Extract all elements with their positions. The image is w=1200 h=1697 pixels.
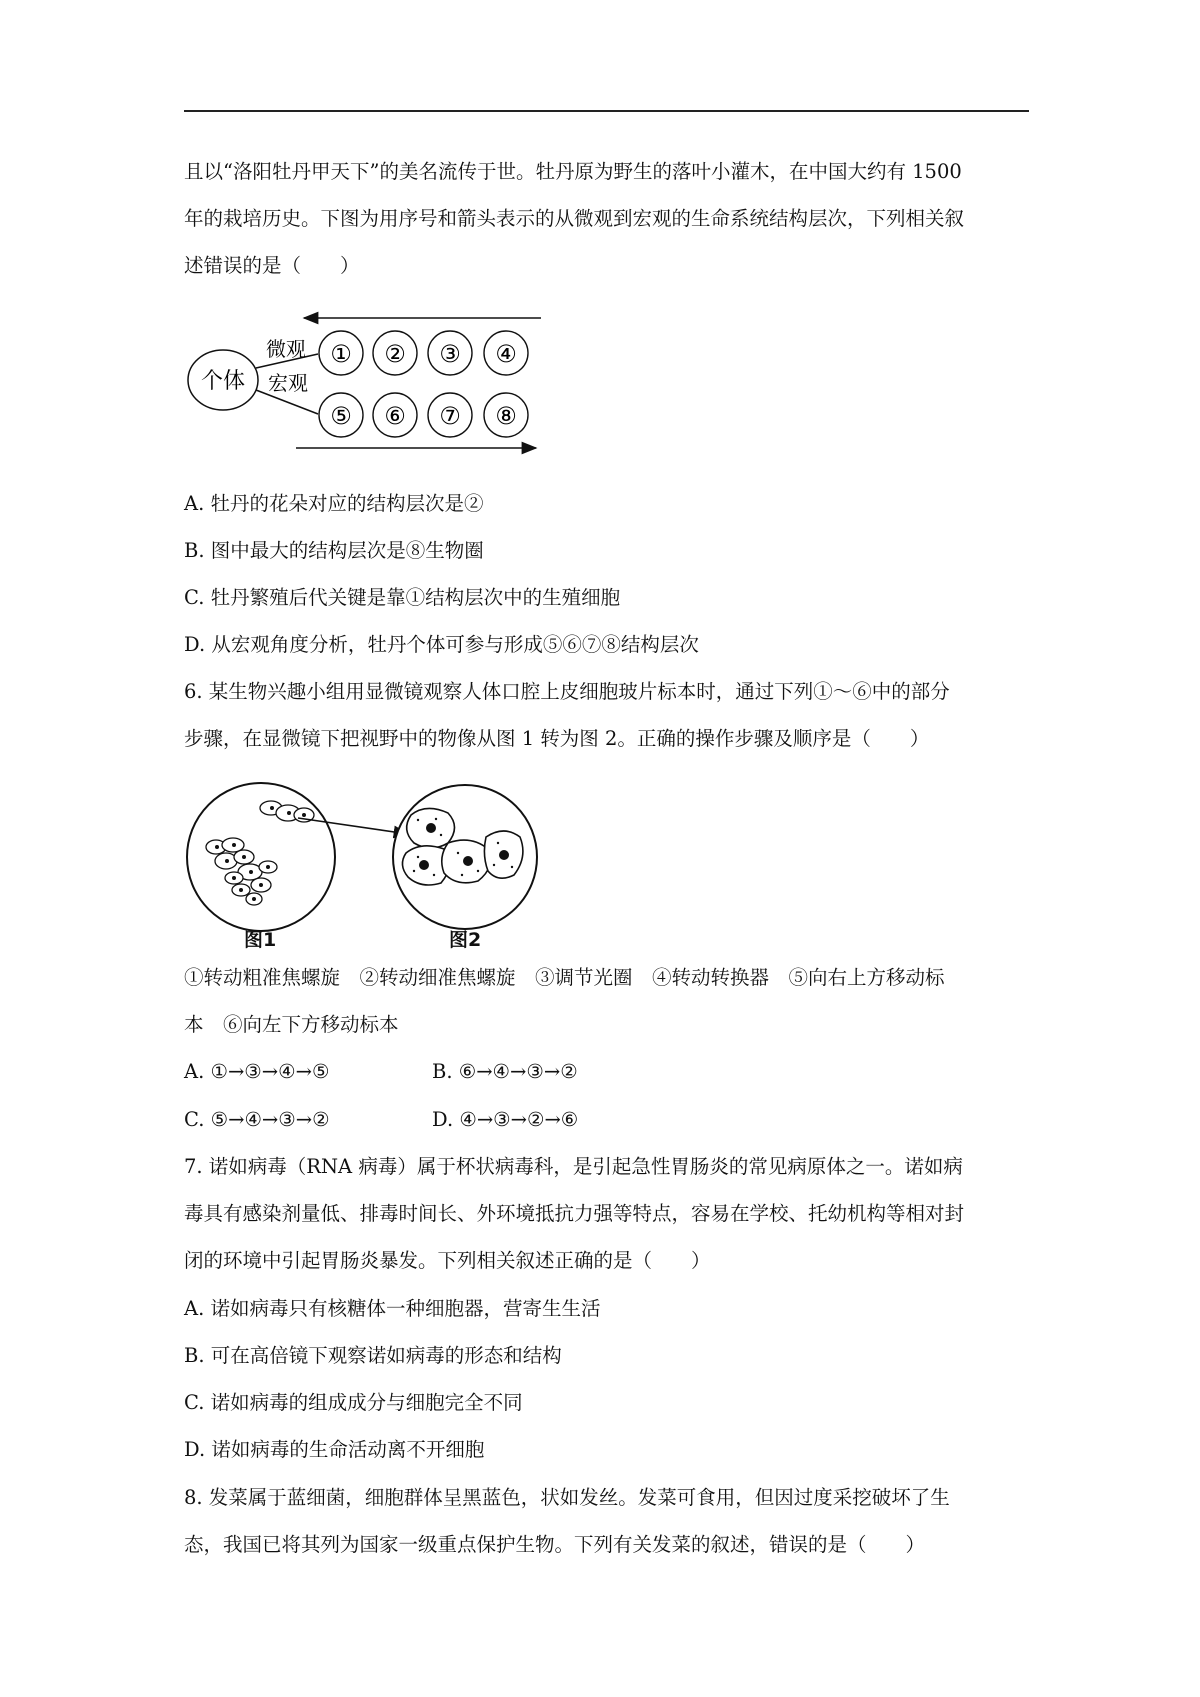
level-2: ② <box>384 340 406 368</box>
q6-option-b: B. ⑥→④→③→② <box>432 1060 578 1083</box>
q6-option-c: C. ⑤→④→③→② <box>184 1108 330 1131</box>
level-1: ① <box>330 340 352 368</box>
q8-line-2: 态，我国已将其列为国家一级重点保护生物。下列有关发菜的叙述，错误的是（ ） <box>184 1533 926 1556</box>
q6-option-d: D. ④→③→②→⑥ <box>432 1108 579 1131</box>
q5-line-1: 且以“洛阳牡丹甲天下”的美名流传于世。牡丹原为野生的落叶小灌木，在中国大约有 1500 <box>184 160 962 183</box>
q5-option-c: C. 牡丹繁殖后代关键是靠①结构层次中的生殖细胞 <box>184 586 621 609</box>
lower-row <box>319 393 528 437</box>
q6-steps-line-2: 本 ⑥向左下方移动标本 <box>184 1013 399 1036</box>
q5-option-b: B. 图中最大的结构层次是⑧生物圈 <box>184 539 484 562</box>
q8-line-1: 8. 发菜属于蓝细菌，细胞群体呈黑蓝色，状如发丝。发菜可食用，但因过度采挖破坏了生 <box>184 1486 950 1509</box>
individual-label: 个体 <box>200 369 246 394</box>
header-rule <box>184 110 1029 112</box>
q7-option-b: B. 可在高倍镜下观察诺如病毒的形态和结构 <box>184 1344 562 1367</box>
level-8: ⑧ <box>495 402 517 430</box>
level-3: ③ <box>439 340 461 368</box>
level-4: ④ <box>495 340 517 368</box>
q7-option-c: C. 诺如病毒的组成成分与细胞完全不同 <box>184 1391 523 1414</box>
hierarchy-diagram <box>186 308 546 463</box>
q7-option-a: A. 诺如病毒只有核糖体一种细胞器，营寄生生活 <box>184 1297 601 1320</box>
q6-line-1: 6. 某生物兴趣小组用显微镜观察人体口腔上皮细胞玻片标本时，通过下列①～⑥中的部分 <box>184 680 950 703</box>
q7-line-1: 7. 诺如病毒（RNA 病毒）属于杯状病毒科，是引起急性胃肠炎的常见病原体之一。诺如病 <box>184 1155 963 1178</box>
q5-option-d: D. 从宏观角度分析，牡丹个体可参与形成⑤⑥⑦⑧结构层次 <box>184 633 699 656</box>
figure-1-caption: 图1 <box>244 929 277 951</box>
q5-option-a: A. 牡丹的花朵对应的结构层次是② <box>184 492 484 515</box>
microscope-figures <box>186 775 556 945</box>
level-7: ⑦ <box>439 402 461 430</box>
figure-2-caption: 图2 <box>449 929 482 951</box>
q6-option-a: A. ①→③→④→⑤ <box>184 1060 330 1083</box>
macro-label: 宏观 <box>268 371 308 395</box>
q5-line-2: 年的栽培历史。下图为用序号和箭头表示的从微观到宏观的生命系统结构层次，下列相关叙 <box>184 207 965 230</box>
micro-label: 微观 <box>266 337 306 361</box>
q7-line-3: 闭的环境中引起胃肠炎暴发。下列相关叙述正确的是（ ） <box>184 1249 711 1272</box>
q7-option-d: D. 诺如病毒的生命活动离不开细胞 <box>184 1438 485 1461</box>
upper-row <box>319 331 528 375</box>
q5-line-3: 述错误的是（ ） <box>184 254 360 277</box>
level-6: ⑥ <box>384 402 406 430</box>
q6-line-2: 步骤，在显微镜下把视野中的物像从图 1 转为图 2。正确的操作步骤及顺序是（ ） <box>184 727 930 750</box>
q7-line-2: 毒具有感染剂量低、排毒时间长、外环境抵抗力强等特点，容易在学校、托幼机构等相对封 <box>184 1202 965 1225</box>
q6-steps-line-1: ①转动粗准焦螺旋 ②转动细准焦螺旋 ③调节光圈 ④转动转换器 ⑤向右上方移动标 <box>184 966 945 989</box>
level-5: ⑤ <box>330 402 352 430</box>
